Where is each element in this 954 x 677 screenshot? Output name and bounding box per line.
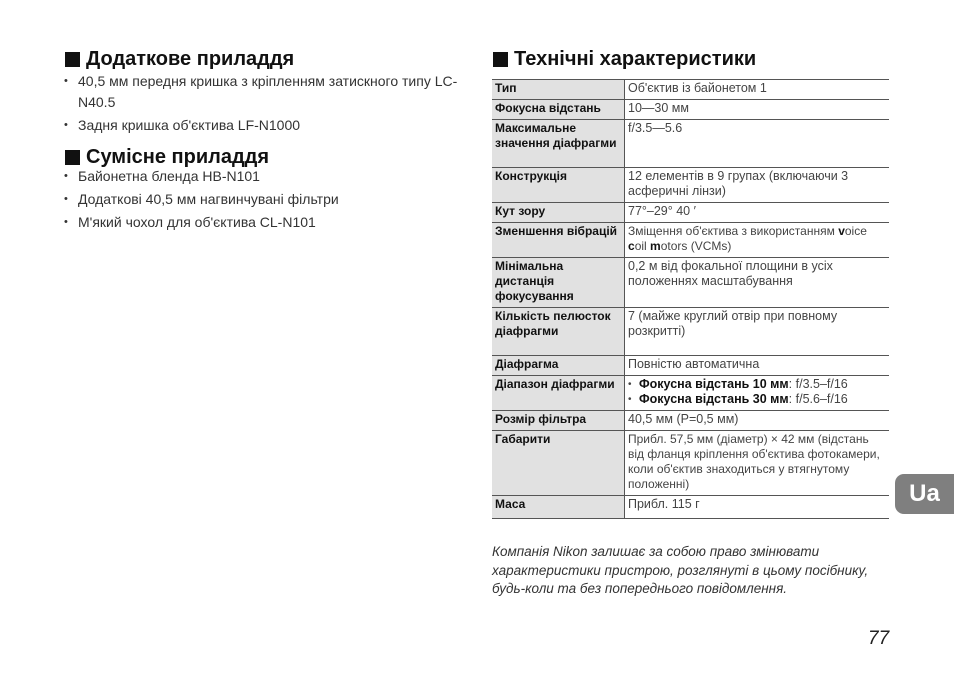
list-item: • Байонетна бленда HB-N101 (64, 166, 464, 187)
spec-label: Тип (492, 80, 625, 100)
table-row (492, 376, 889, 411)
spec-label: Зменшення вібрацій (492, 223, 625, 258)
table-row (492, 120, 889, 168)
list-item: • Задня кришка об'єктива LF-N1000 (64, 115, 464, 136)
spec-value: 40,5 мм (P=0,5 мм) (625, 411, 890, 431)
spec-label: Кут зору (492, 203, 625, 223)
table-row (492, 411, 889, 431)
compatible-list (64, 166, 464, 235)
spec-value: Зміщення об'єктива з використанням voice coil motors (VCMs) (625, 223, 890, 258)
spec-value: 7 (майже круглий отвір при повному розкритті) (625, 308, 890, 356)
spec-value: 0,2 м від фокальної площини в усіх положеннях масштабування (625, 258, 890, 308)
table-row (492, 258, 889, 308)
table-row (492, 168, 889, 203)
spec-value: Прибл. 115 г (625, 496, 890, 519)
spec-label: Мінімальна дистанція фокусування (492, 258, 625, 308)
list-item: • М'який чохол для об'єктива CL-N101 (64, 212, 464, 233)
spec-label: Конструкція (492, 168, 625, 203)
spec-value: Об'єктив із байонетом 1 (625, 80, 890, 100)
spec-value: 10—30 мм (625, 100, 890, 120)
specs-heading (493, 48, 756, 71)
disclaimer-note: Компанія Nikon залишає за собою право змінювати характеристики пристрою, розглянуті в цьому посібнику, будь-коли та без попереднього повідомлення. (492, 544, 869, 596)
square-bullet-icon (65, 150, 80, 165)
table-row (492, 496, 889, 519)
spec-value: Повністю автоматична (625, 356, 890, 376)
square-bullet-icon (65, 52, 80, 67)
square-bullet-icon (493, 52, 508, 67)
table-row (492, 356, 889, 376)
specs-table (492, 79, 889, 519)
table-row (492, 431, 889, 496)
accessories-heading (65, 48, 294, 71)
list-item: • 40,5 мм передня кришка з кріпленням затискного типу LC-N40.5 (64, 71, 464, 113)
spec-label: Діафрагма (492, 356, 625, 376)
aperture-range-list (628, 377, 886, 407)
spec-value (625, 376, 890, 411)
table-row (492, 100, 889, 120)
specs-title: Технічні характеристики (514, 48, 757, 70)
spec-value: 77°–29° 40 ′ (625, 203, 890, 223)
spec-label: Максимальне значення діафрагми (492, 120, 625, 168)
table-row (492, 203, 889, 223)
page-number: 77 (868, 628, 890, 649)
compatible-title: Сумісне приладдя (86, 146, 270, 168)
accessories-title: Додаткове приладдя (86, 48, 295, 70)
spec-label: Маса (492, 496, 625, 519)
spec-label: Кількість пелюсток діафрагми (492, 308, 625, 356)
language-tab: Ua (895, 474, 954, 514)
table-row (492, 308, 889, 356)
table-row (492, 80, 889, 100)
table-row (492, 223, 889, 258)
spec-label: Габарити (492, 431, 625, 496)
list-item: • Додаткові 40,5 мм нагвинчувані фільтри (64, 189, 464, 210)
list-item: • Фокусна відстань 10 мм: f/3.5–f/16 (628, 377, 886, 392)
spec-label: Фокусна відстань (492, 100, 625, 120)
accessories-list (64, 71, 464, 138)
spec-label: Розмір фільтра (492, 411, 625, 431)
spec-label: Діапазон діафрагми (492, 376, 625, 411)
spec-value: Прибл. 57,5 мм (діаметр) × 42 мм (відстань від фланця кріплення об'єктива фотокамери, коли об'єктив знаходиться у втягнутому положенні) (625, 431, 890, 496)
list-item: • Фокусна відстань 30 мм: f/5.6–f/16 (628, 392, 886, 407)
spec-value: f/3.5—5.6 (625, 120, 890, 168)
spec-value: 12 елементів в 9 групах (включаючи 3 асферичні лінзи) (625, 168, 890, 203)
